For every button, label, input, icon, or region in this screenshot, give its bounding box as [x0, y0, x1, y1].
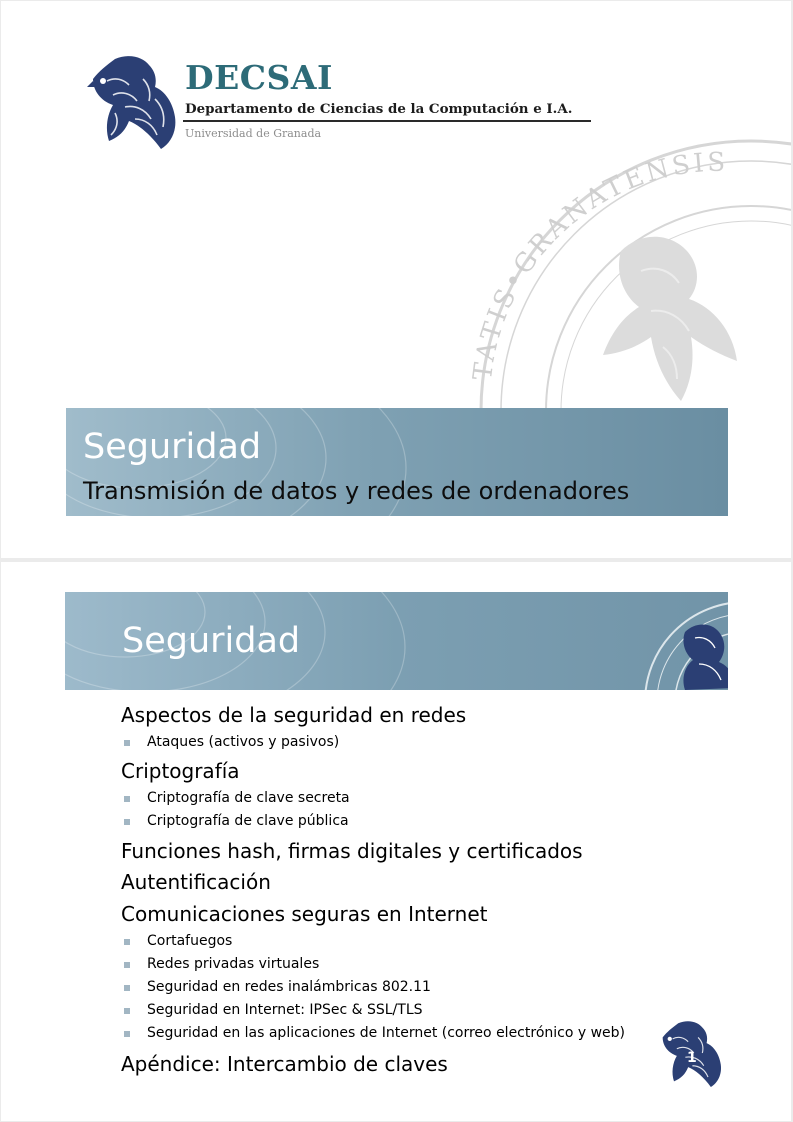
org-name: DECSAI: [185, 58, 333, 97]
outline-subitem: [121, 1026, 625, 1041]
square-bullet-icon: [124, 962, 130, 968]
outline-subitem-label: Seguridad en Internet: IPSec & SSL/TLS: [147, 1002, 423, 1018]
outline-section: Comunicaciones seguras en Internet: [121, 902, 488, 926]
outline-subitem-label: Cortafuegos: [147, 933, 233, 949]
slide-subtitle: Transmisión de datos y redes de ordenadores: [83, 477, 630, 505]
outline-section: Funciones hash, firmas digitales y certificados: [121, 839, 583, 863]
square-bullet-icon: [124, 939, 130, 945]
outline-subitem: [121, 980, 431, 995]
outline-subitem: [121, 791, 350, 806]
slide-title: Seguridad: [83, 427, 262, 467]
outline-subitem-label: Redes privadas virtuales: [147, 956, 320, 972]
outline-section: Criptografía: [121, 759, 240, 783]
outline-subitem-label: Criptografía de clave secreta: [147, 790, 350, 806]
outline-subitem-label: Seguridad en redes inalámbricas 802.11: [147, 979, 431, 995]
square-bullet-icon: [124, 819, 130, 825]
outline-banner: [65, 592, 728, 690]
university-name: Universidad de Granada: [185, 127, 322, 140]
outline-subitem: [121, 814, 349, 829]
outline-section: Apéndice: Intercambio de claves: [121, 1052, 448, 1076]
university-seal-watermark-icon: [451, 111, 791, 411]
slide-title: Seguridad: [122, 621, 301, 661]
outline-section: Autentificación: [121, 870, 271, 894]
square-bullet-icon: [124, 740, 130, 746]
outline-section: Aspectos de la seguridad en redes: [121, 703, 467, 727]
seal-text: TATIS•GRANATENSIS: [467, 147, 729, 382]
outline-subitem: [121, 957, 319, 972]
page-number: 1: [687, 1050, 697, 1066]
outline-subitem-label: Criptografía de clave pública: [147, 813, 349, 829]
title-banner: [66, 408, 728, 516]
outline-slide: [1, 562, 791, 1121]
square-bullet-icon: [124, 985, 130, 991]
seal-thumbnail-icon: [625, 592, 728, 690]
department-name: Departamento de Ciencias de la Computación e I.A.: [185, 101, 573, 117]
square-bullet-icon: [124, 1008, 130, 1014]
square-bullet-icon: [124, 1031, 130, 1037]
square-bullet-icon: [124, 796, 130, 802]
outline-subitem: [121, 934, 232, 949]
outline-subitem: [121, 735, 339, 750]
outline-subitem-label: Seguridad en las aplicaciones de Internet (correo electrónico y web): [147, 1025, 626, 1041]
title-slide: [1, 1, 791, 558]
granada-eagle-logo-icon: [85, 51, 181, 151]
outline-subitem: [121, 1003, 423, 1018]
outline-subitem-label: Ataques (activos y pasivos): [147, 734, 340, 750]
